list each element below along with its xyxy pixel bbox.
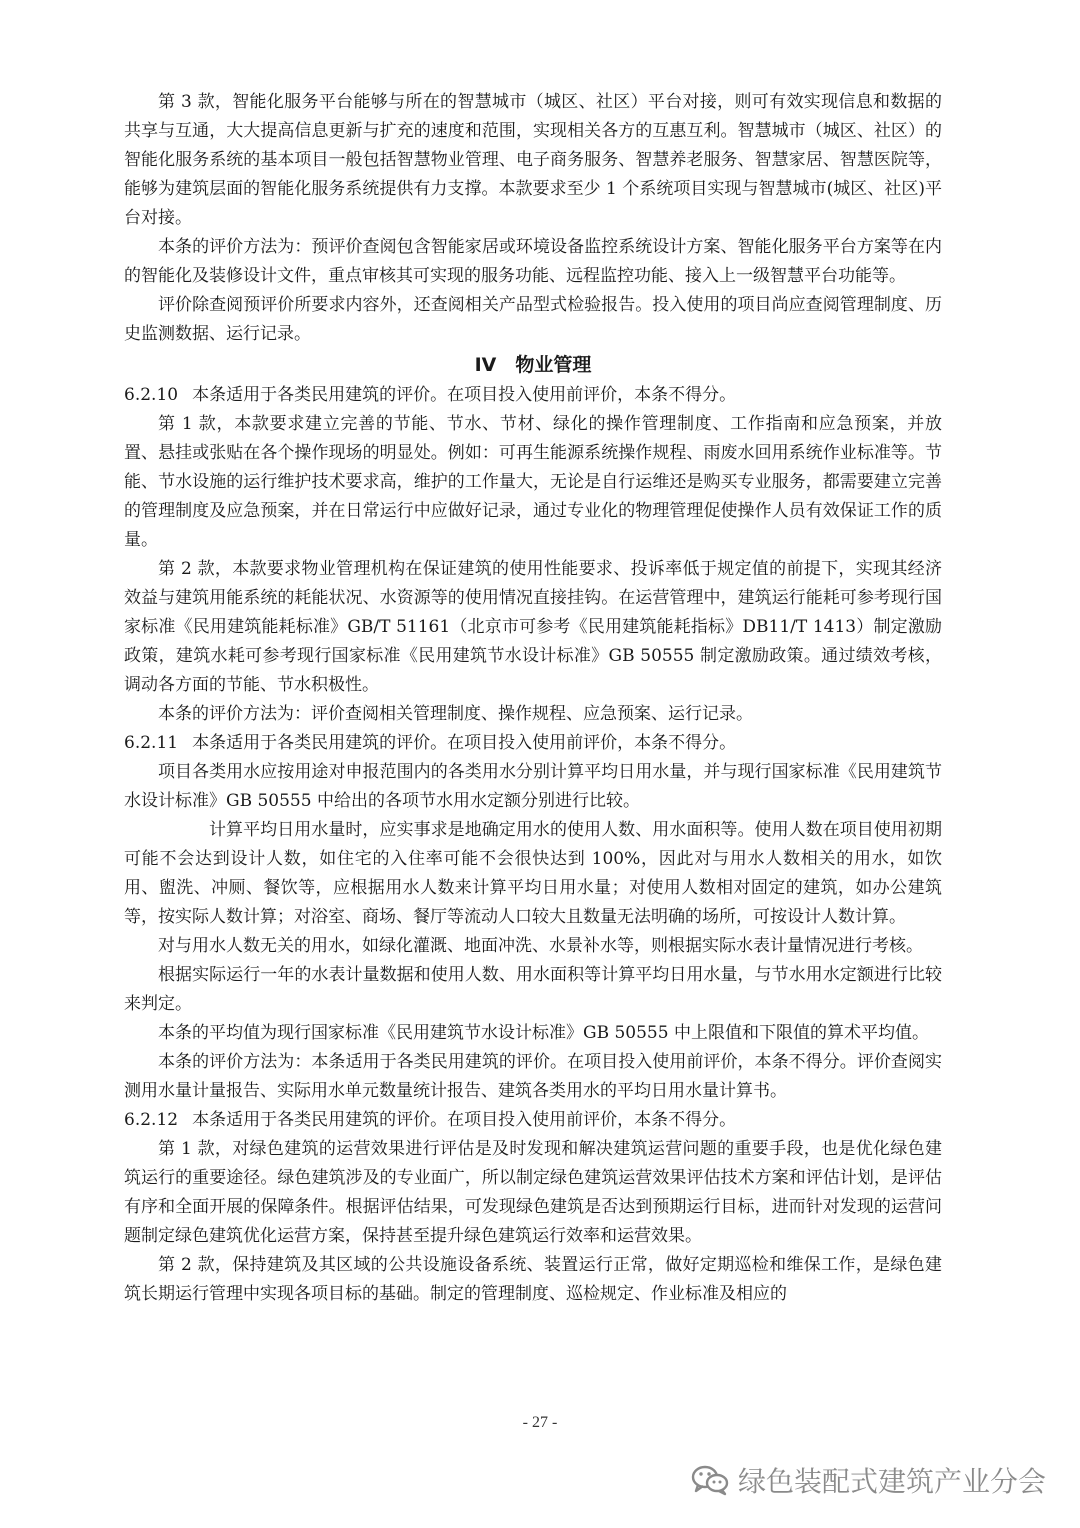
paragraph: 评价除查阅预评价所要求内容外，还查阅相关产品型式检验报告。投入使用的项目尚应查阅管理制度、历史监测数据、运行记录。 xyxy=(124,295,942,344)
watermark-text: 绿色装配式建筑产业分会 xyxy=(737,1465,1046,1498)
watermark xyxy=(690,1460,1046,1500)
clause-number: 6.2.11 xyxy=(124,733,179,753)
clause-text: 本条适用于各类民用建筑的评价。在项目投入使用前评价，本条不得分。 xyxy=(192,733,737,753)
clause-number: 6.2.10 xyxy=(124,385,179,405)
paragraph: 本条的评价方法为：预评价查阅包含智能家居或环境设备监控系统设计方案、智能化服务平台方案等在内的智能化及装修设计文件，重点审核其可实现的服务功能、远程监控功能、接入上一级智慧平台功能等。 xyxy=(124,237,942,286)
paragraph: 本条的评价方法为：评价查阅相关管理制度、操作规程、应急预案、运行记录。 xyxy=(158,704,753,724)
document-body xyxy=(124,88,942,1309)
paragraph: 第 3 款，智能化服务平台能够与所在的智慧城市（城区、社区）平台对接，则可有效实现信息和数据的共享与互通，大大提高信息更新与扩充的速度和范围，实现相关各方的互惠互利。智慧城市（城区、社区）的智能化服务系统的基本项目一般包括智慧物业管理、电子商务服务、智慧养老服务、智慧家居、智慧医院等，能够为建筑层面的智能化服务系统提供有力支撑。本款要求至少 1 个系统项目实现与智慧城市(城区、社区)平台对接。 xyxy=(124,92,942,228)
paragraph: 第 2 款，保持建筑及其区域的公共设施设备系统、装置运行正常，做好定期巡检和维保工作，是绿色建筑长期运行管理中实现各项目标的基础。制定的管理制度、巡检规定、作业标准及相应的 xyxy=(124,1255,942,1304)
paragraph: 本条的评价方法为：本条适用于各类民用建筑的评价。在项目投入使用前评价，本条不得分。评价查阅实测用水量计量报告、实际用水单元数量统计报告、建筑各类用水的平均日用水量计算书。 xyxy=(124,1052,942,1101)
paragraph: 项目各类用水应按用途对申报范围内的各类用水分别计算平均日用水量，并与现行国家标准《民用建筑节水设计标准》GB 50555 中给出的各项节水用水定额分别进行比较。 xyxy=(124,762,942,811)
clause-text: 本条适用于各类民用建筑的评价。在项目投入使用前评价，本条不得分。 xyxy=(192,1110,737,1130)
paragraph: 第 1 款，对绿色建筑的运营效果进行评估是及时发现和解决建筑运营问题的重要手段，也是优化绿色建筑运行的重要途径。绿色建筑涉及的专业面广，所以制定绿色建筑运营效果评估技术方案和评估计划，是评估有序和全面开展的保障条件。根据评估结果，可发现绿色建筑是否达到预期运行目标，进而针对发现的运营问题制定绿色建筑优化运营方案，保持甚至提升绿色建筑运行效率和运营效果。 xyxy=(124,1139,942,1246)
paragraph: 本条的平均值为现行国家标准《民用建筑节水设计标准》GB 50555 中上限值和下限值的算术平均值。 xyxy=(158,1023,929,1043)
paragraph: 根据实际运行一年的水表计量数据和使用人数、用水面积等计算平均日用水量，与节水用水定额进行比较来判定。 xyxy=(124,965,942,1014)
paragraph: 计算平均日用水量时，应实事求是地确定用水的使用人数、用水面积等。使用人数在项目使用初期可能不会达到设计人数，如住宅的入住率可能不会很快达到 100%，因此对与用水人数相关的用水，如饮用、盥洗、冲厕、餐饮等，应根据用水人数来计算平均日用水量；对使用人数相对固定的建筑，如办公建筑等，按实际人数计算；对浴室、商场、餐厅等流动人口较大且数量无法明确的场所，可按设计人数计算。 xyxy=(124,820,942,927)
clause-6-2-10 xyxy=(124,381,942,410)
clause-6-2-11 xyxy=(124,729,942,758)
section-heading: IV 物业管理 xyxy=(474,354,592,376)
clause-6-2-12 xyxy=(124,1106,942,1135)
clause-number: 6.2.12 xyxy=(124,1110,179,1130)
paragraph: 第 2 款，本款要求物业管理机构在保证建筑的使用性能要求、投诉率低于规定值的前提下，实现其经济效益与建筑用能系统的耗能状况、水资源等的使用情况直接挂钩。在运营管理中，建筑运行能耗可参考现行国家标准《民用建筑能耗标准》GB/T 51161（北京市可参考《民用建筑能耗指标》DB11/T 1413）制定激励政策，建筑水耗可参考现行国家标准《民用建筑节水设计标准》GB 50555 制定激励政策。通过绩效考核，调动各方面的节能、节水积极性。 xyxy=(124,559,942,695)
page-number: - 27 - xyxy=(522,1414,558,1431)
paragraph: 第 1 款，本款要求建立完善的节能、节水、节材、绿化的操作管理制度、工作指南和应急预案，并放置、悬挂或张贴在各个操作现场的明显处。例如：可再生能源系统操作规程、雨废水回用系统作业标准等。节能、节水设施的运行维护技术要求高，维护的工作量大，无论是自行运维还是购买专业服务，都需要建立完善的管理制度及应急预案，并在日常运行中应做好记录，通过专业化的物理管理促使操作人员有效保证工作的质量。 xyxy=(124,414,942,550)
paragraph: 对与用水人数无关的用水，如绿化灌溉、地面冲洗、水景补水等，则根据实际水表计量情况进行考核。 xyxy=(158,936,923,956)
wechat-icon xyxy=(690,1463,730,1497)
clause-text: 本条适用于各类民用建筑的评价。在项目投入使用前评价，本条不得分。 xyxy=(192,385,737,405)
